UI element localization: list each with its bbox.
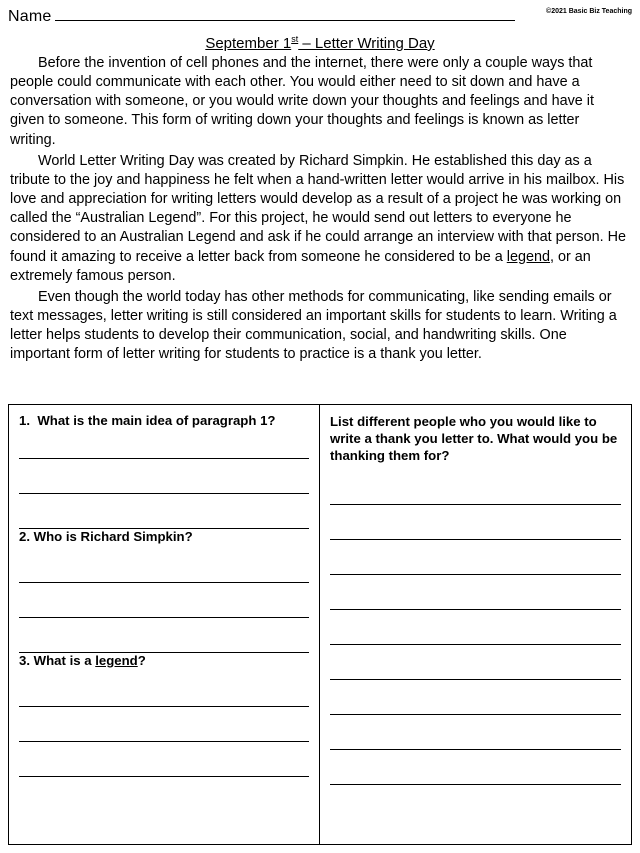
question-2-text xyxy=(19,529,309,546)
question-3 xyxy=(19,653,309,777)
answer-line[interactable] xyxy=(19,548,309,583)
answer-line[interactable] xyxy=(330,505,621,540)
reading-passage xyxy=(8,54,632,365)
question-2 xyxy=(19,529,309,653)
question-1-label: What is the main idea of paragraph 1? xyxy=(37,413,276,428)
answer-line[interactable] xyxy=(19,742,309,777)
question-2-answer-lines[interactable] xyxy=(19,548,309,653)
question-3-text xyxy=(19,653,309,670)
page-header xyxy=(8,6,632,26)
question-3-label-before: What is a xyxy=(33,652,96,668)
question-1-text xyxy=(19,413,309,430)
question-2-label: Who is Richard Simpkin? xyxy=(33,528,193,544)
answer-line[interactable] xyxy=(330,575,621,610)
question-1-answer-lines[interactable] xyxy=(19,432,309,529)
question-1-number: 1. xyxy=(19,413,30,428)
answer-line[interactable] xyxy=(330,680,621,715)
question-3-label-after: ? xyxy=(137,652,146,668)
passage-paragraph-3: Even though the world today has other methods for communicating, like sending emails or text messages, letter writing is still considered an important skills for students to learn. Writing a letter helps students to develop their communication, social, and handwriting skills. One important form of letter writing for students to practice is a thank you letter. xyxy=(10,288,617,363)
question-3-number: 3. xyxy=(19,652,30,668)
passage-paragraph-1: Before the invention of cell phones and the internet, there were only a couple ways that people could communicate with each other. You would either need to sit down and have a conversation with someone, or you would write down your thoughts and feelings and have it given to someone. This form of writing down your thoughts and feelings is known as letter writing. xyxy=(10,55,594,148)
page-title xyxy=(8,34,632,52)
writing-prompt: List different people who you would like to write a thank you letter to. What would you be thanking them for? xyxy=(330,414,618,464)
title-rest: – Letter Writing Day xyxy=(298,35,435,52)
title-date: September 1 xyxy=(205,35,292,52)
questions-column-left xyxy=(9,405,320,844)
copyright-notice: ©2021 Basic Biz Teaching xyxy=(546,8,632,15)
name-field-group xyxy=(8,6,540,26)
question-2-number: 2. xyxy=(19,528,30,544)
passage-paragraph-2-part-1: World Letter Writing Day was created by Richard Simpkin. He established this day as a tribute to the joy and happiness he felt when a hand-written letter would arrive in his mailbox. His love and appreciation for writing letters would develop as a result of a project he was working on called the “Australian Legend”. For this project, he would send out letters to everyone he considered to an Australian Legend and ask if he could arrange an interview with that person. He found it amazing to receive a letter back from someone he considered to be a xyxy=(10,152,626,265)
title-ordinal: st xyxy=(291,34,299,44)
questions-table xyxy=(8,404,632,845)
answer-line[interactable] xyxy=(19,618,309,653)
questions-column-right xyxy=(320,405,631,844)
answer-line[interactable] xyxy=(330,470,621,505)
answer-line[interactable] xyxy=(330,540,621,575)
question-3-keyword: legend xyxy=(95,652,138,668)
question-1 xyxy=(19,413,309,529)
question-3-answer-lines[interactable] xyxy=(19,672,309,777)
answer-line[interactable] xyxy=(19,432,309,459)
name-input-line[interactable] xyxy=(55,6,515,21)
answer-line[interactable] xyxy=(19,494,309,529)
passage-paragraph-2 xyxy=(10,152,628,286)
answer-line[interactable] xyxy=(19,707,309,742)
answer-line[interactable] xyxy=(330,645,621,680)
answer-line[interactable] xyxy=(330,610,621,645)
answer-line[interactable] xyxy=(330,750,621,785)
answer-line[interactable] xyxy=(19,583,309,618)
passage-keyword-legend: legend xyxy=(506,248,550,265)
passage-paragraph-2-part-2: , or an extremely famous person. xyxy=(10,248,591,284)
answer-line[interactable] xyxy=(19,672,309,707)
writing-prompt-answer-lines[interactable] xyxy=(330,470,621,785)
name-label: Name xyxy=(8,8,52,25)
answer-line[interactable] xyxy=(330,715,621,750)
answer-line[interactable] xyxy=(19,459,309,494)
